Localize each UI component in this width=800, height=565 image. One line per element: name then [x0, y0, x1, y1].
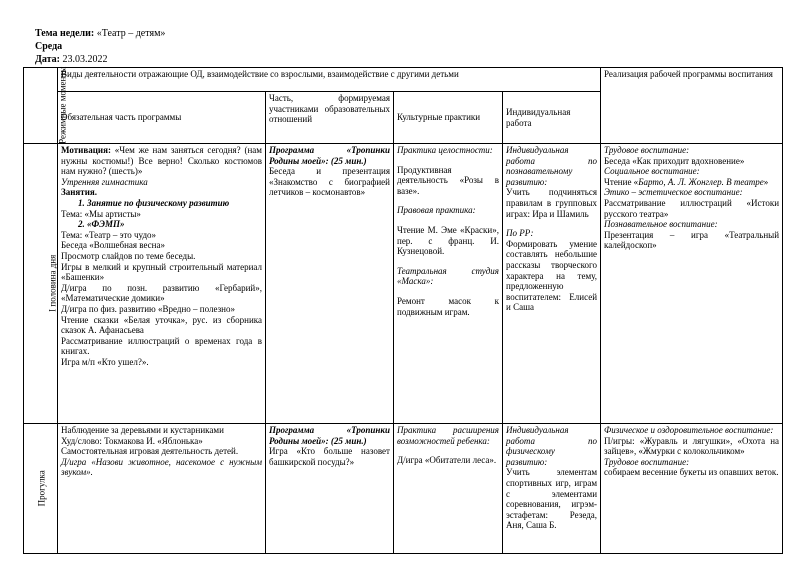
- r1-formed-cell: Программа «Тропинки Родины моей»: (25 мин.) Беседа и презентация «Знакомство с биографией летчиков – космонавтов»: [266, 144, 394, 424]
- day-value: Среда: [35, 41, 63, 52]
- program-header: Реализация рабочей программы воспитания: [601, 68, 783, 144]
- theme-label: Тема недели:: [35, 28, 95, 39]
- theme-line: [35, 28, 165, 40]
- theme-value: «Театр – детям»: [96, 28, 166, 39]
- r1-individual-cell: Индивидуальная работа по познавательному развитию: Учить подчиняться правилам в групповых играх: Ира и Шамиль По РР: Формировать умение составлять небольшие рассказы творческого характера на тему, предложенную воспитателем: Елисей и Саша: [503, 144, 601, 424]
- r2-individual-cell: Индивидуальная работа по физическому развитию: Учить элементам спортивных игр, играм с элементами соревнования, игрэм-эстафетам: Резеда, Аня, Саша Б.: [503, 424, 601, 554]
- header-row-1: [24, 68, 783, 92]
- individual-header: Индивидуальная работа: [503, 92, 601, 144]
- r2-cultural-cell: Практика расширения возможностей ребенка: Д/игра «Обитатели леса».: [394, 424, 503, 554]
- row-label-first-half: I половина дня: [24, 144, 58, 424]
- row-walk: [24, 424, 783, 554]
- r1-mandatory-cell: Мотивация: «Чем же нам заняться сегодня? (нам нужны костюмы!) Все верно! Сколько костюмов нам нужно? (шесть)» Утренняя гимнастика Занятия. 1. Занятие по физическому развитию Тема: «Мы артисты» 2. «ФЭМП» Тема: «Театр – это чудо» Беседа «Волшебная весна» Просмотр слайдов по теме беседы. Игры в мелкий и крупный строительный материал «Башенки» Д/игра по позн. развитию «Гербарий», «Математические домики» Д/игра по физ. развитию «Вредно – полезно» Чтение сказки «Белая уточка», рус. из сборника сказок А. Афанасьева Рассматривание иллюстраций о временах года в книгах. Игра м/п «Кто ушел?».: [58, 144, 266, 424]
- mandatory-header: Обязательная часть программы: [58, 92, 266, 144]
- r1-cultural-cell: Практика целостности: Продуктивная деятельность «Розы в вазе». Правовая практика: Чтение М. Эме «Краски», пер. с франц. И. Кузнецовой. Театральная студия «Маска»: Ремонт масок к подвижным играм.: [394, 144, 503, 424]
- plan-table: [23, 67, 783, 554]
- group-header: Виды деятельности отражающие ОД, взаимодействие со взрослыми, взаимодействие с другими детьми: [58, 68, 601, 92]
- row-label-walk: Прогулка: [24, 424, 58, 554]
- cultural-header: Культурные практики: [394, 92, 503, 144]
- date-line: [35, 54, 108, 66]
- regime-header: Режимные моменты: [24, 68, 58, 144]
- row-first-half: [24, 144, 783, 424]
- formed-header: Часть, формируемая участниками образовательных отношений: [266, 92, 394, 144]
- r1-program-cell: Трудовое воспитание: Беседа «Как приходит вдохновение» Социальное воспитание: Чтение «Барто, А. Л. Жонглер. В театре» Этико – эстетическое воспитание: Рассматривание иллюстраций «Истоки русского театра» Познавательное воспитание: Презентация – игра «Театральный калейдоскоп»: [601, 144, 783, 424]
- day-line: [35, 41, 62, 53]
- date-label: Дата:: [35, 54, 60, 65]
- r2-formed-cell: Программа «Тропинки Родины моей»: (25 мин.) Игра «Кто больше назовет башкирской посуды?»: [266, 424, 394, 554]
- date-value: 23.03.2022: [62, 54, 108, 65]
- r2-program-cell: Физическое и оздоровительное воспитание: П/игры: «Журавль и лягушки», «Охота на зайцев», «Жмурки с колокольчиком» Трудовое воспитание: собираем весенние букеты из опавших веток.: [601, 424, 783, 554]
- r2-mandatory-cell: Наблюдение за деревьями и кустарниками Худ/слово: Токмакова И. «Яблонька» Самостоятельная игровая деятельность детей. Д/игра «Назови животное, насекомое с нужным звуком».: [58, 424, 266, 554]
